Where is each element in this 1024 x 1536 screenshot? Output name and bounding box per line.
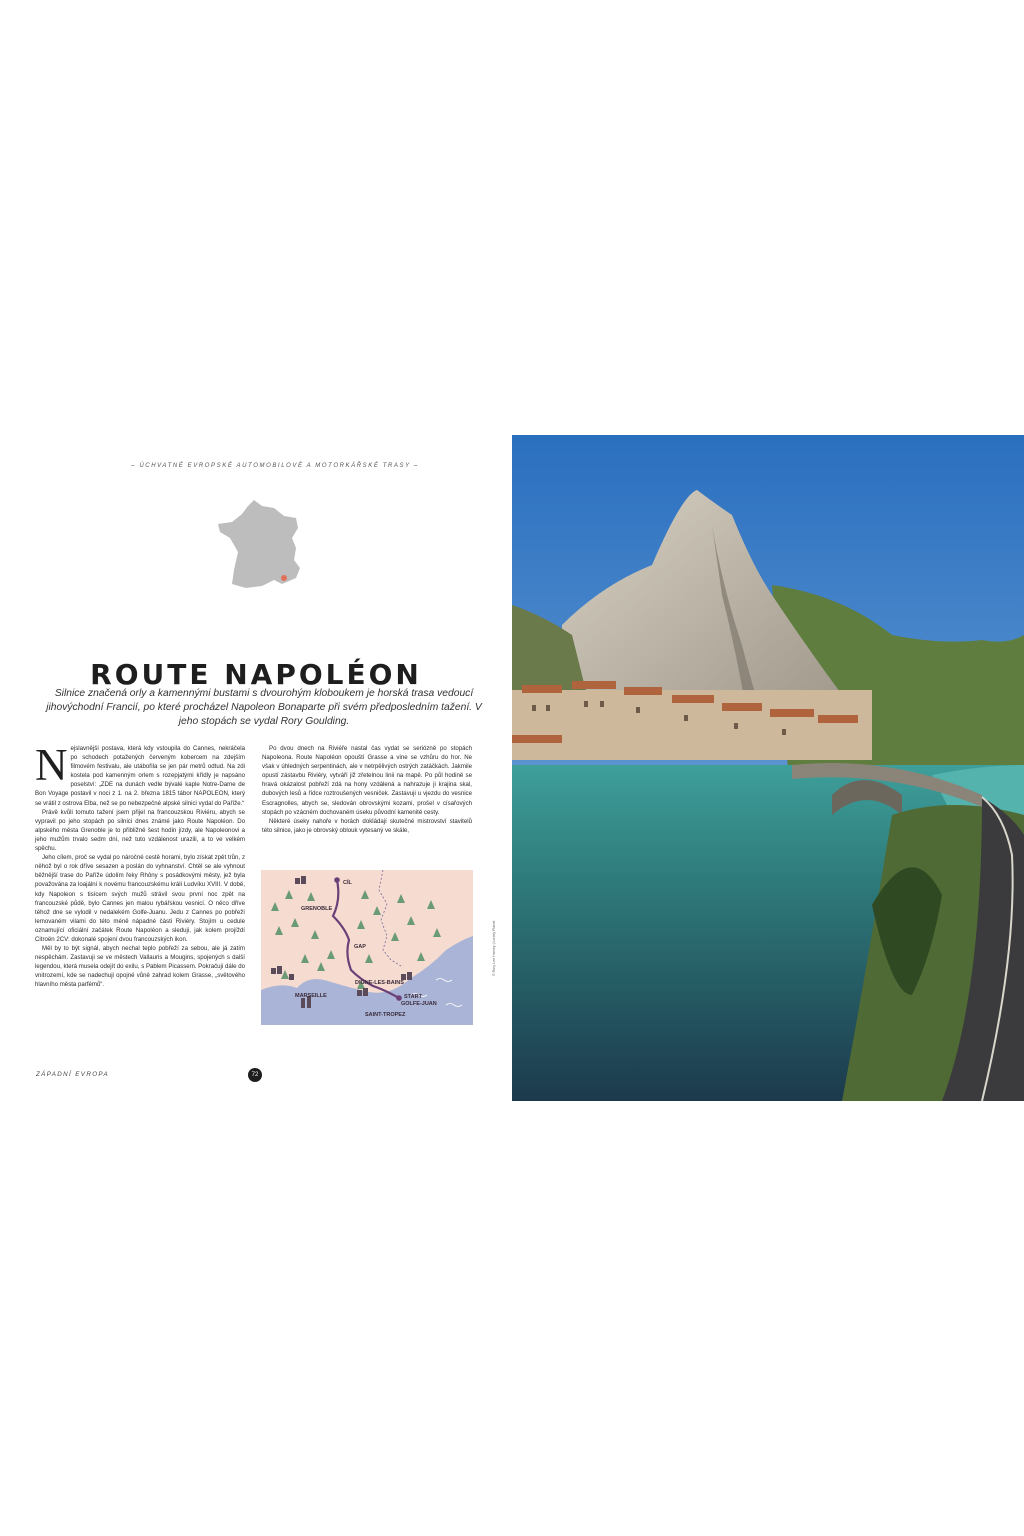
route-map (261, 870, 473, 1025)
paragraph: Měl by to být signál, abych nechal teplo pobřeží za sebou, ale já zatím nespěchám. Zastavuji se ve městech Vallauris a Mougins, spojených s další legendou, která musela odejít do exilu, s Pablem Picassem. Pokračuji dále do vnitrozemí, kde se nadechuji opojné vůně zahrad kolem Grasse, „světového hlavního města parfémů“. (35, 945, 245, 989)
label-saint-tropez: SAINT-TROPEZ (365, 1012, 406, 1018)
label-gap: GAP (354, 944, 366, 950)
paragraph: Nejslavnější postava, která kdy vstoupila do Cannes, nekráčela po schodech potažených červeným kobercem na zdejším filmovém festivalu, ale utábořila se jen pár metrů odtud. Na zdi kostela pod kamenným orlem s rozepjatými křídly je napsáno poselství: „ZDE na dunách vedle bývalé kaple Notre-Dame de Bon Voyage postavil v noci z 1. na 2. března 1815 tábor NAPOLEON, který se vrátil z ostrova Elba, než se po nebezpečné alpské silnici vydal do Paříže.“ (35, 740, 245, 807)
page-number: 72 (248, 1068, 262, 1082)
label-cil: CÍL (343, 880, 352, 886)
route-location-dot (281, 575, 287, 581)
france-locator-map (216, 496, 306, 596)
article-title: ROUTE NAPOLÉON (90, 658, 422, 691)
border-line (379, 870, 401, 966)
france-silhouette (218, 500, 300, 588)
article-column-1 (35, 740, 245, 990)
paragraph: Některé úseky nahoře v horách dokládají skutečné mistrovství stavitelů této silnice, jako je obrovský oblouk vytesaný ve skále, (262, 817, 472, 834)
label-digne: DIGNE-LES-BAINS (355, 980, 404, 986)
grenoble-marker (334, 877, 340, 883)
footer-section: ZÁPADNÍ EVROPA (36, 1071, 110, 1078)
article-subtitle: Silnice značená orly a kamennými bustami s dvourohým kloboukem je horská trasa vedoucí jihovýchodní Francií, po které procházel Napoleon Bonaparte při svém předposledním tažení. V jeho stopách se vydal Rory Goulding. (46, 688, 482, 727)
drop-cap: N (35, 740, 68, 790)
article-column-2 (262, 744, 472, 835)
paragraph: Jeho cílem, proč se vydal po náročné cestě horami, bylo získat zpět trůn, z něhož byl o rok dříve sesazen a poslán do vyhnanství. Chtěl se ale vyhnout běžnější trase do Paříže údolím řeky Rhôny s posádkovými městy, jež byla považována za loajální k novému francouzskému králi Ludvíku XVIII. V době, kdy Napoleon s tisícem svých mužů strávil svou první noc zpět na francouzské půdě, bylo Cannes jen malou rybářskou vesnicí. O něco dříve téhož dne se vylodil v nedalekém Golfe-Juanu. Jedu z Cannes po pobřeží lemovaném vilami do této méně nápadné části Riviéry. Stojím u cedule oznamující oficiální začátek Route Napoléon a sleduji, jak kolem projíždí Citroën 2CV: dokonalé spojení dvou francouzských ikon. (35, 854, 245, 943)
label-start: START (404, 994, 422, 1000)
start-marker (396, 995, 402, 1001)
paragraph: Po dvou dnech na Riviéře nastal čas vydat se seriózně po stopách Napoleona. Route Napoléon opouští Grasse a vine se vzhůru do hor. Ne však v úhledných serpentinách, ale v netrpělivých ostrých zatáčkách. Jakmile opustí zástavbu Riviéry, vytváří již zřetelnou linii na mapě. Po půl hodině se hravá okázalost pobřeží zdá na hony vzdálená a nahrazuje ji krajina skal, dubových lesů a řídce roztroušených vesniček. Zastavuji u vjezdu do vesnice Escragnolles, abych se, sledován obrovskými kozami, prošel v císařových stopách po vzácném dochovaném úseku původní kamenité cesty. (262, 745, 472, 816)
label-grenoble: GRENOBLE (301, 906, 333, 912)
paragraph: Právě kvůli tomuto tažení jsem přijel na francouzskou Riviéru, abych se vypravil po jeho stopách po silnici dnes známé jako Route Napoléon. Do alpského města Grenoble je to přibližně šest hodin jízdy, ale Napoleonovi a jeho mužům trvalo sedm dní, než tuto vzdálenost urazili, a to ve velkém spěchu. (35, 808, 245, 853)
sisteron-photo (512, 435, 1024, 1101)
label-marseille: MARSEILLE (295, 993, 327, 999)
label-golfe-juan: GOLFE-JUAN (401, 1001, 437, 1007)
header-section-line: – ÚCHVATNÉ EVROPSKÉ AUTOMOBILOVÉ A MOTORKÁŘSKÉ TRASY – (131, 463, 419, 469)
photo-credit: © Rory Lee Harvey | Lonely Planet (492, 920, 496, 976)
